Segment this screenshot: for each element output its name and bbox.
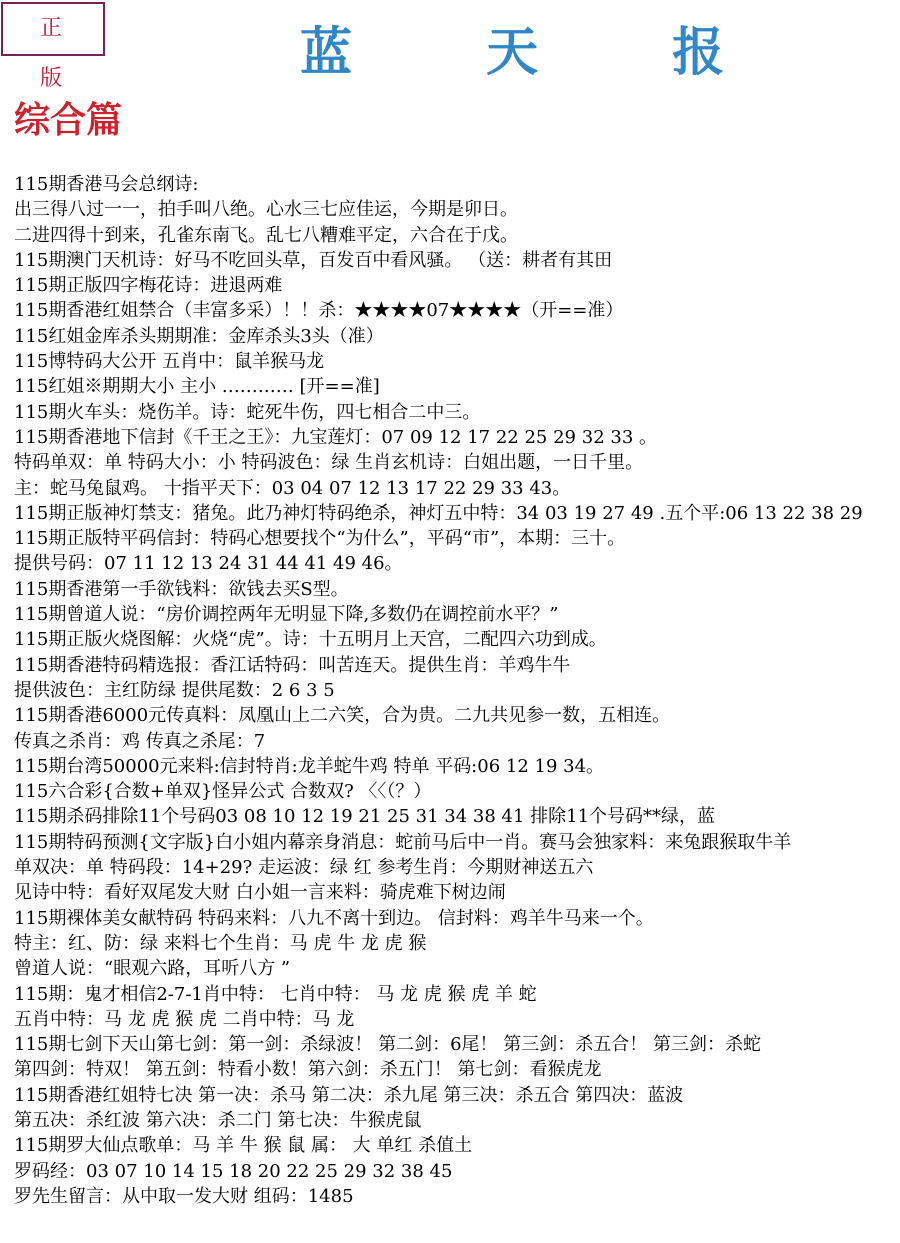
text-line: 115期：鬼才相信2-7-1肖中特： 七肖中特： 马 龙 虎 猴 虎 羊 蛇 xyxy=(14,983,537,1005)
text-line: 115期香港红姐特七决 第一决：杀马 第二决：杀九尾 第三决：杀五合 第四决：蓝波 xyxy=(14,1084,684,1106)
text-line: 115期火车头：烧伤羊。诗：蛇死牛伤，四七相合二中三。 xyxy=(14,401,481,423)
text-line: 曾道人说：“眼观六路，耳听八方 ” xyxy=(14,958,291,980)
text-line: 提供波色：主红防绿 提供尾数：2 6 3 5 xyxy=(14,679,335,701)
text-line: 五肖中特：马 龙 虎 猴 虎 二肖中特：马 龙 xyxy=(14,1008,355,1030)
text-line: 115期曾道人说：“房价调控两年无明显下降,多数仍在调控前水平？” xyxy=(14,604,559,626)
text-line: 115红姐※期期大小 主小 ………… [开==准] xyxy=(14,376,380,398)
text-line: 单双决：单 特码段：14+29? 走运波：绿 红 参考生肖：今期财神送五六 xyxy=(14,857,594,879)
text-line: 115期香港马会总纲诗: xyxy=(14,174,199,195)
text-line: 传真之杀肖：鸡 传真之杀尾：7 xyxy=(14,730,266,752)
text-line: 115博特码大公开 五肖中：鼠羊猴马龙 xyxy=(14,351,325,373)
text-line: 115期正版四字梅花诗：进退两难 xyxy=(14,275,283,297)
text-line: 115期七剑下天山第七剑：第一剑：杀绿波！ 第二剑：6尾！ 第三剑：杀五合！ 第三剑：杀蛇 xyxy=(14,1034,761,1056)
text-line: 罗码经：03 07 10 14 15 18 20 22 25 29 32 38 45 xyxy=(14,1160,453,1182)
text-line: 115期香港6000元传真料：凤凰山上二六笑，合为贵。二九共见参一数，五相连。 xyxy=(14,705,671,727)
newspaper-title: 蓝 天 报 xyxy=(300,22,783,83)
text-line: 见诗中特：看好双尾发大财 白小姐一言来料：骑虎难下树边闹 xyxy=(14,882,506,904)
authentic-edition-badge: 正 版 xyxy=(1,2,105,56)
text-line: 115期正版特平码信封：特码心想要找个“为什么”，平码“市”，本期：三十。 xyxy=(14,528,626,550)
text-line: 115期特码预测{文字版}白小姐内幕亲身消息：蛇前马后中一肖。赛马会独家料：来兔跟猴取牛羊 xyxy=(14,831,792,853)
text-line: 115期澳门天机诗：好马不吃回头草，百发百中看风骚。 （送：耕者有其田 xyxy=(14,249,613,271)
text-line: 115期裸体美女献特码 特码来料：八九不离十到边。 信封料：鸡羊牛马来一个。 xyxy=(14,907,654,929)
section-title: 综合篇 xyxy=(14,99,123,141)
text-line: 115期香港第一手欲钱料：欲钱去买S型。 xyxy=(14,578,349,600)
text-line: 115期正版火烧图解：火烧“虎”。诗：十五明月上天宫，二配四六功到成。 xyxy=(14,629,607,651)
text-line: 115红姐金库杀头期期准：金库杀头3头（准） xyxy=(14,325,384,347)
text-line: 罗先生留言：从中取一发大财 组码：1485 xyxy=(14,1185,354,1207)
text-line: 115期香港红姐禁合（丰富多采）！！杀：★★★★07★★★★（开==准） xyxy=(14,300,624,322)
text-line: 115期罗大仙点歌单：马 羊 牛 猴 鼠 属： 大 单红 杀值土 xyxy=(14,1135,473,1157)
text-line: 115期香港地下信封《千王之王》：九宝莲灯：07 09 12 17 22 25 29 32 33 。 xyxy=(14,426,657,448)
text-line: 主：蛇马兔鼠鸡。 十指平天下：03 04 07 12 13 17 22 29 33 43。 xyxy=(14,477,571,499)
text-line: 115期香港特码精选报：香江话特码：叫苦连天。提供生肖：羊鸡牛牛 xyxy=(14,654,571,676)
text-line: 提供号码：07 11 12 13 24 31 44 41 49 46。 xyxy=(14,553,403,575)
text-line: 特主：红、防：绿 来料七个生肖：马 虎 牛 龙 虎 猴 xyxy=(14,932,427,954)
article-body xyxy=(14,172,894,1209)
text-line: 115期正版神灯禁支：猪兔。此乃神灯特码绝杀，神灯五中特：34 03 19 27 49 .五个平:06 13 22 38 29 xyxy=(14,502,863,524)
text-line: 115期杀码排除11个号码03 08 10 12 19 21 25 31 34 38 41 排除11个号码**绿，蓝 xyxy=(14,806,716,828)
text-line: 第五决：杀红波 第六决：杀二门 第七决：牛猴虎鼠 xyxy=(14,1109,422,1131)
text-line: 特码单双：单 特码大小：小 特码波色：绿 生肖玄机诗：白姐出题，一日千里。 xyxy=(14,452,644,474)
text-line: 出三得八过一一，拍手叫八绝。心水三七应佳运，今期是卯日。 xyxy=(14,199,518,221)
text-line: 第四剑：特双！ 第五剑：特看小数！第六剑：杀五门！ 第七剑：看猴虎龙 xyxy=(14,1059,602,1081)
text-line: 115六合彩{合数+单双}怪异公式 合数双? 〈〈（？） xyxy=(14,781,432,803)
text-line: 二进四得十到来，孔雀东南飞。乱七八糟难平定，六合在于戊。 xyxy=(14,224,518,246)
text-line: 115期台湾50000元来料:信封特肖:龙羊蛇牛鸡 特单 平码:06 12 19 34。 xyxy=(14,755,605,777)
